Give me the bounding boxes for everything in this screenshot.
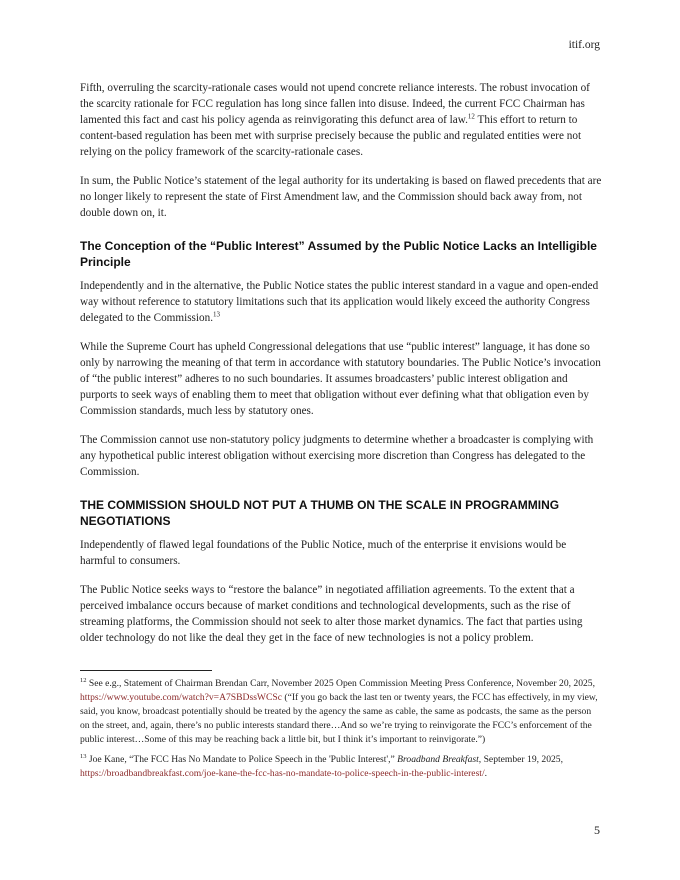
footnote-12: [80, 677, 602, 747]
paragraph-independently: [80, 278, 602, 326]
page-number: 5: [594, 823, 600, 837]
paragraph-non-statutory: The Commission cannot use non-statutory policy judgments to determine whether a broadcaster is complying with any hypothetical public interest obligation without exercising more discretion than Congress has delegated to the Commission.: [80, 434, 594, 478]
main-content: [80, 80, 602, 659]
footnote-text: , September 19, 2025,: [478, 754, 563, 765]
section-heading-public-interest: The Conception of the “Public Interest” Assumed by the Public Notice Lacks an Intelligible Principle: [80, 239, 597, 269]
footnote-ref-13[interactable]: 13: [213, 310, 220, 319]
paragraph-text-tail: This effort to return to content-based regulation has been met with surprise precisely because the public and regulated entities were not relying on the policy framework of the scarcity-rationale cases.: [80, 114, 582, 158]
footnote-number: 12: [80, 676, 87, 684]
header-site: itif.org: [568, 39, 600, 51]
paragraph-supreme-court: While the Supreme Court has upheld Congressional delegations that use “public interest” language, it has done so only by narrowing the meaning of that term in accordance with statutory boundaries. The Public Notice’s invocation of “the public interest” adheres to no such boundaries. It assumes broadcasters’ public interest obligation and purports to seek ways of enabling them to meet that obligation without ever defining what that obligation even by Commission standards, much less by statutory ones.: [80, 341, 601, 417]
footnote-ref-12[interactable]: 12: [467, 112, 475, 121]
footnote-divider: [80, 670, 212, 671]
footnote-text: Joe Kane, “The FCC Has No Mandate to Police Speech in the 'Public Interest',”: [86, 754, 398, 765]
paragraph-reliance: [80, 80, 602, 160]
paragraph-harmful: Independently of flawed legal foundations of the Public Notice, much of the enterprise it envisions would be harmful to consumers.: [80, 539, 567, 567]
paragraph-in-sum: In sum, the Public Notice’s statement of the legal authority for its undertaking is based on flawed precedents that are no longer likely to represent the state of First Amendment law, and the Commission should back away from, not double down on, it.: [80, 175, 602, 219]
footnote-text: See e.g., Statement of Chairman Brendan Carr, November 2025 Open Commission Meeting Press Conference, November 20, 2025,: [86, 678, 596, 689]
footnotes: [80, 677, 602, 787]
paragraph-text: Independently and in the alternative, the Public Notice states the public interest standard in a vague and open-ended way without reference to statutory limitations such that its application would likely exceed the authority Congress delegated to the Commission.: [80, 280, 599, 324]
footnote-13: [80, 753, 602, 781]
paragraph-restore-balance: The Public Notice seeks ways to “restore the balance” in negotiated affiliation agreements. To the extent that a perceived imbalance occurs because of market conditions and technological developments, such as the rise of streaming platforms, the Commission should not seek to alter those market dynamics. The fact that parties using older technology do not like the deal they get in the face of new technologies is not a policy problem.: [80, 584, 583, 644]
footnote-text: (“If you go back the last ten or twenty years, the FCC has effectively, in my view, said, you know, broadcast potentially should be treated by the agency the same as cable, the same as podcasts, the same as the person on the street, and, again, there’s no public interests standard there…And so we’re trying to reinvigorate the FCC’s enforcement of the public interest…Some of this may be reaching back a little bit, but I think it’s important to reinvigorate.”): [80, 692, 598, 745]
footnote-text: .: [484, 768, 488, 779]
footnote-number: 13: [80, 752, 87, 760]
publication-name: Broadband Breakfast: [397, 754, 479, 765]
section-heading-thumb-on-scale: THE COMMISSION SHOULD NOT PUT A THUMB ON THE SCALE IN PROGRAMMING NEGOTIATIONS: [80, 498, 560, 528]
paragraph-text: Fifth, overruling the scarcity-rationale cases would not upend concrete reliance interests. The robust invocation of the scarcity rationale for FCC regulation has long since fallen into disuse. Indeed, the current FCC Chairman has lamented this fact and cast his policy agenda as reinvigorating this defunct area of law.: [80, 82, 590, 126]
broadband-breakfast-link[interactable]: https://broadbandbreakfast.com/joe-kane-the-fcc-has-no-mandate-to-police-speech-in-the-public-interest/: [80, 768, 485, 779]
youtube-link[interactable]: https://www.youtube.com/watch?v=A7SBDssWCSc: [80, 692, 282, 703]
